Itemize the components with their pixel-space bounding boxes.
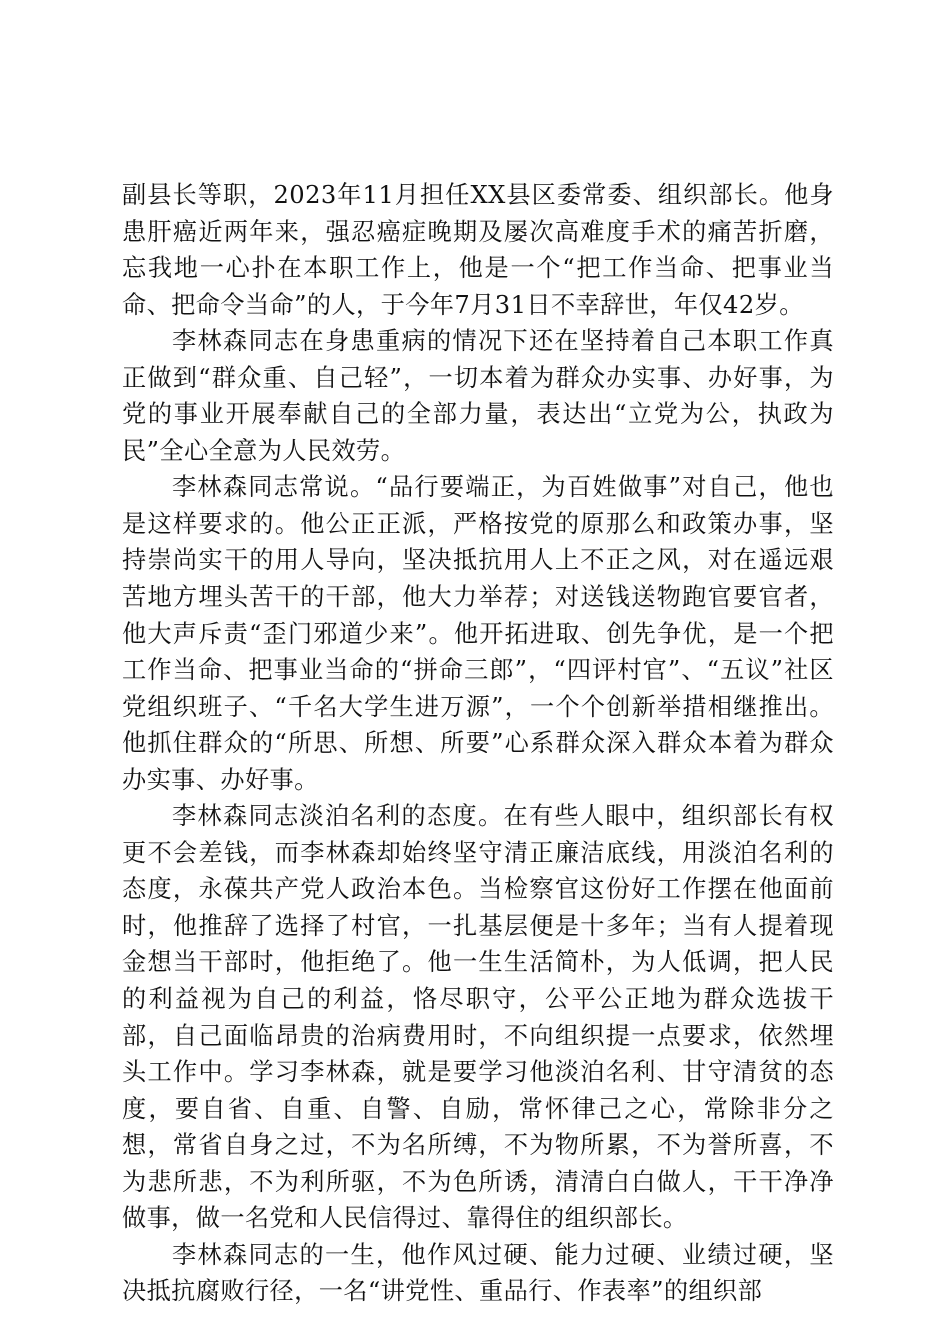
paragraph-2: 李林森同志在身患重病的情况下还在坚持着自己本职工作真正做到“群众重、自己轻”，一切本着为群众办实事、办好事，为党的事业开展奉献自己的全部力量，表达出“立党为公，执政为民”全心全意为人民效劳。 [122,327,834,465]
paragraph-3: 李林森同志常说。“品行要端正，为百姓做事”对自己，他也是这样要求的。他公正正派，严格按党的原那么和政策办事，坚持崇尚实干的用人导向，坚决抵抗用人上不正之风，对在遥远艰苦地方埋头苦干的干部，他大力举荐；对送钱送物跑官要官者，他大声斥责“歪门邪道少来”。他开拓进取、创先争优，是一个把工作当命、把事业当命的“拼命三郎”，“四评村官”、“五议”社区党组织班子、“千名大学生进万源”，一个个创新举措相继推出。他抓住群众的“所思、所想、所要”心系群众深入群众本着为群众办实事、办好事。 [122,473,834,794]
paragraph-5: 李林森同志的一生，他作风过硬、能力过硬、业绩过硬，坚决抵抗腐败行径，一名“讲党性、重品行、作表率”的组织部 [122,1240,834,1306]
document-body [122,177,834,1310]
paragraph-4: 李林森同志淡泊名利的态度。在有些人眼中，组织部长有权更不会差钱，而李林森却始终坚守清正廉洁底线，用淡泊名利的态度，永葆共产党人政治本色。当检察官这份好工作摆在他面前时，他推辞了选择了村官，一扎基层便是十多年；当有人提着现金想当干部时，他拒绝了。他一生生活简朴，为人低调，把人民的利益视为自己的利益，恪尽职守，公平公正地为群众选拔干部，自己面临昂贵的治病费用时，不向组织提一点要求，依然埋头工作中。学习李林森，就是要学习他淡泊名利、甘守清贫的态度，要自省、自重、自警、自励，常怀律己之心，常除非分之想，常省自身之过，不为名所缚，不为物所累，不为誉所喜，不为悲所悲，不为利所驱，不为色所诱，清清白白做人，干干净净做事，做一名党和人民信得过、靠得住的组织部长。 [122,802,834,1233]
paragraph-1: 副县长等职，2023年11月担任XX县区委常委、组织部长。他身患肝癌近两年来，强忍癌症晚期及屡次高难度手术的痛苦折磨，忘我地一心扑在本职工作上，他是一个“把工作当命、把事业当命、把命令当命”的人，于今年7月31日不幸辞世，年仅42岁。 [122,181,834,319]
